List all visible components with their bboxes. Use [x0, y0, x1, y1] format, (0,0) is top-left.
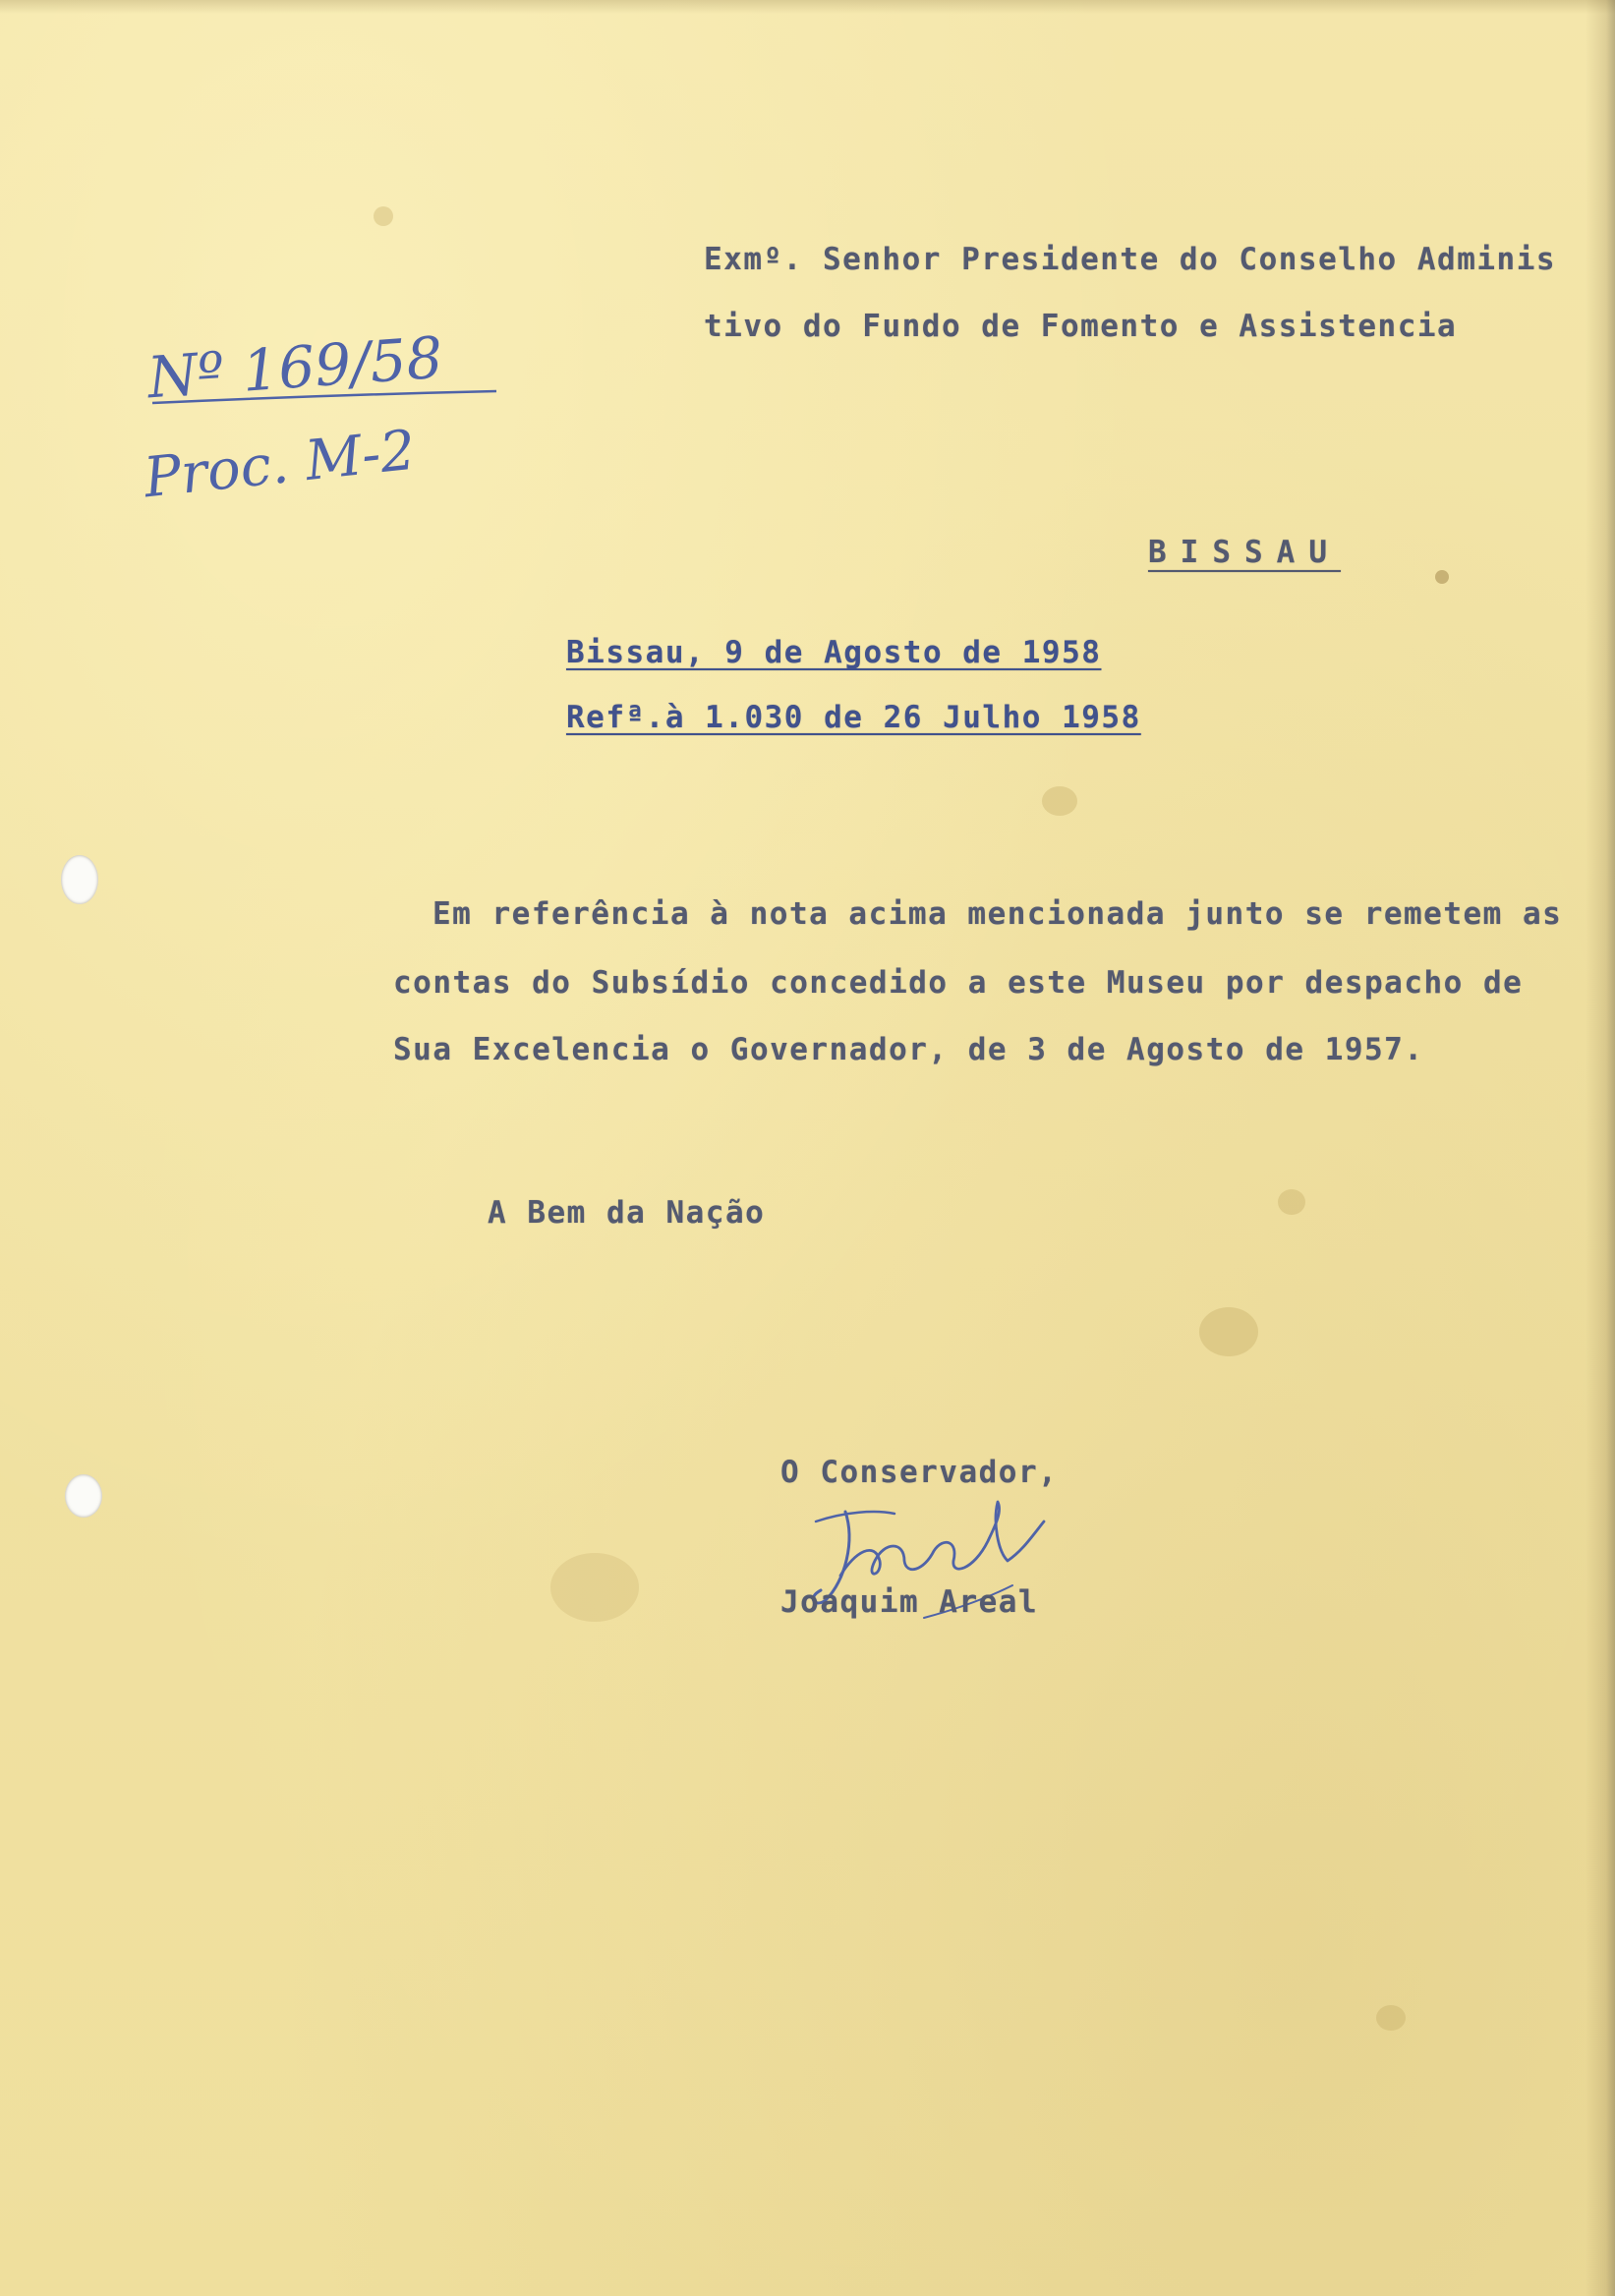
body-line-3: Sua Excelencia o Governador, de 3 de Agosto de 1957.	[393, 1032, 1424, 1067]
punch-hole-top	[61, 855, 98, 904]
page-edge-shadow	[1586, 0, 1615, 2296]
handwritten-underline	[147, 381, 501, 411]
city-heading: BISSAU	[1148, 535, 1341, 570]
age-spot	[550, 1553, 639, 1622]
body-line-2: contas do Subsídio concedido a este Museu por despacho de	[393, 965, 1524, 1001]
age-spot	[1435, 570, 1449, 584]
age-spot	[1042, 786, 1077, 816]
signer-title: O Conservador,	[780, 1455, 1059, 1490]
closing-salutation: A Bem da Nação	[488, 1195, 766, 1231]
signer-name: Joaquim Areal	[780, 1584, 1039, 1620]
date-line: Bissau, 9 de Agosto de 1958	[566, 635, 1102, 670]
age-spot	[1278, 1189, 1305, 1215]
age-spot	[374, 206, 393, 226]
reference-line: Refª.à 1.030 de 26 Julho 1958	[566, 700, 1141, 735]
addressee-line-2: tivo do Fundo de Fomento e Assistencia	[704, 309, 1458, 344]
page-top-shadow	[0, 0, 1615, 14]
body-line-1: Em referência à nota acima mencionada junto se remetem as	[433, 896, 1563, 932]
handwritten-process: Proc. M-2	[141, 418, 419, 511]
addressee-line-1: Exmº. Senhor Presidente do Conselho Adminis	[704, 242, 1557, 277]
age-spot	[1199, 1307, 1258, 1356]
handwritten-number: Nº 169/58	[144, 323, 445, 412]
punch-hole-bottom	[65, 1474, 102, 1518]
age-spot	[1376, 2005, 1406, 2031]
